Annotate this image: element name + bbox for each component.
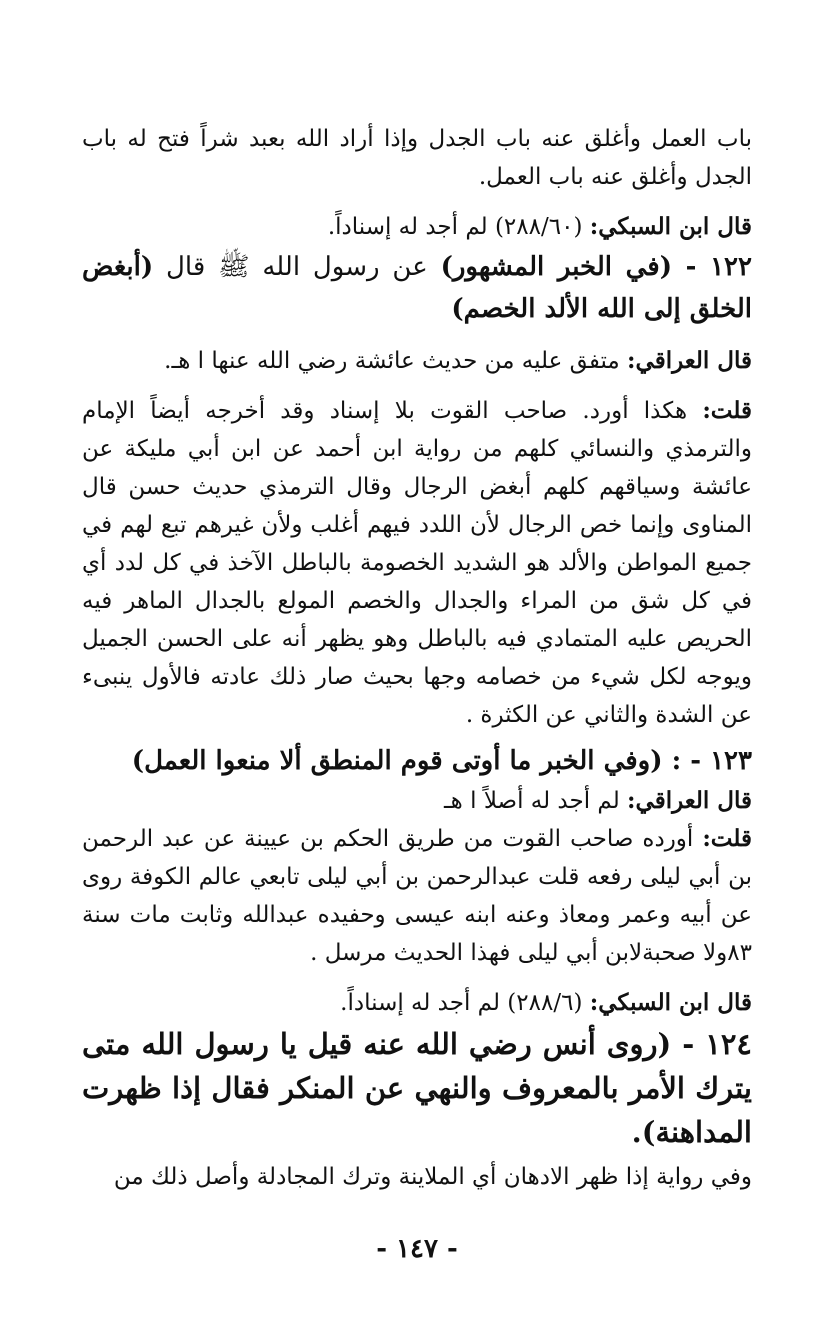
label-ibn-subki: قال ابن السبكي:: [589, 213, 752, 240]
text-commentary-1: هكذا أورد. صاحب القوت بلا إسناد وقد أخرجه أيضاً الإمام والترمذي والنسائي كلهم من رواية ابن أحمد عن ابن أبي مليكة عن عائشة وسياقهم كلهم أبغض الرجال وقال الترمذي حديث حسن قال المناوى وإنما خص الرجال لأن اللدد فيهم أغلب ولأن غيرهم تبع لهم في جميع المواطن والألد هو الشديد الخصومة بالباطل الآخذ في كل لدد أي في كل شق من المراء والجدال والخصم المولع بالجدال الماهر فيه الحريص عليه المتمادي فيه بالباطل وهو يظهر أنه على الحسن الجميل ويوجه لكل شيء من خصامه وجها بحيث صار ذلك عادته فالأول ينبىء عن الشدة والثاني عن الكثرة .: [82, 398, 752, 728]
label-qultu-2: قلت:: [702, 825, 752, 852]
paragraph-subki-2: [82, 984, 752, 1022]
hadith-122-source: (في الخبر المشهور): [440, 252, 686, 282]
text-commentary-2: أورده صاحب القوت من طريق الحكم بن عيينة عن عبد الرحمن بن أبي ليلى رفعه قلت عبدالرحمن بن أبي ليلى تابعي عالم الكوفة روى عن أبيه وعمر ومعاذ وعنه ابنه عيسى وحفيده عبدالله وثابت مات سنة ٨٣ولا صحبةلابن أبي ليلى فهذا الحديث مرسل .: [82, 826, 752, 966]
paragraph-subki-1: [82, 208, 752, 246]
hadith-122-heading: [82, 246, 752, 330]
text-subki-1: (٢٨٨/٦٠) لم أجد له إسناداً.: [327, 214, 590, 240]
label-iraqi-1: قال العراقي:: [627, 347, 752, 374]
hadith-122-number: ١٢٢ -: [685, 252, 752, 282]
paragraph-iraqi-2: [82, 782, 752, 820]
text-iraqi-2: لم أجد له أصلاً ا هـ: [443, 788, 628, 814]
label-qultu-1: قلت:: [702, 397, 752, 424]
paragraph-iraqi-1: [82, 342, 752, 380]
paragraph-commentary-2: [82, 820, 752, 972]
hadith-124-number: ١٢٤ -: [682, 1027, 752, 1061]
paragraph-riwaya: وفي رواية إذا ظهر الادهان أي الملاينة وترك المجادلة وأصل ذلك من: [113, 1164, 752, 1190]
hadith-123-number: ١٢٣ -: [690, 746, 752, 776]
text-subki-2: (٢٨٨/٦) لم أجد له إسناداً.: [340, 990, 590, 1016]
paragraph-commentary-1: [82, 392, 752, 734]
hadith-123-heading: [82, 740, 752, 782]
hadith-122-narration: عن رسول الله ﷺ قال: [153, 252, 441, 282]
hadith-123-text: : (وفي الخبر ما أوتى قوم المنطق ألا منعوا العمل): [131, 746, 691, 776]
page-number: - ١٤٧ -: [376, 1234, 458, 1264]
paragraph-continuation: باب العمل وأغلق عنه باب الجدل وإذا أراد الله بعبد شراً فتح له باب الجدل وأغلق عنه باب العمل.: [82, 126, 752, 190]
hadith-124-text: (روى أنس رضي الله عنه قيل يا رسول الله متى يترك الأمر بالمعروف والنهي عن المنكر فقال إذا ظهرت المداهنة).: [82, 1027, 752, 1149]
label-ibn-subki-2: قال ابن السبكي:: [589, 989, 752, 1016]
hadith-122-text: (أبغض الخلق إلى الله الألد الخصم): [82, 252, 752, 324]
text-iraqi-1: متفق عليه من حديث عائشة رضي الله عنها ا هـ.: [164, 348, 628, 374]
hadith-124-heading: [82, 1022, 752, 1154]
label-iraqi-2: قال العراقي:: [627, 787, 752, 814]
